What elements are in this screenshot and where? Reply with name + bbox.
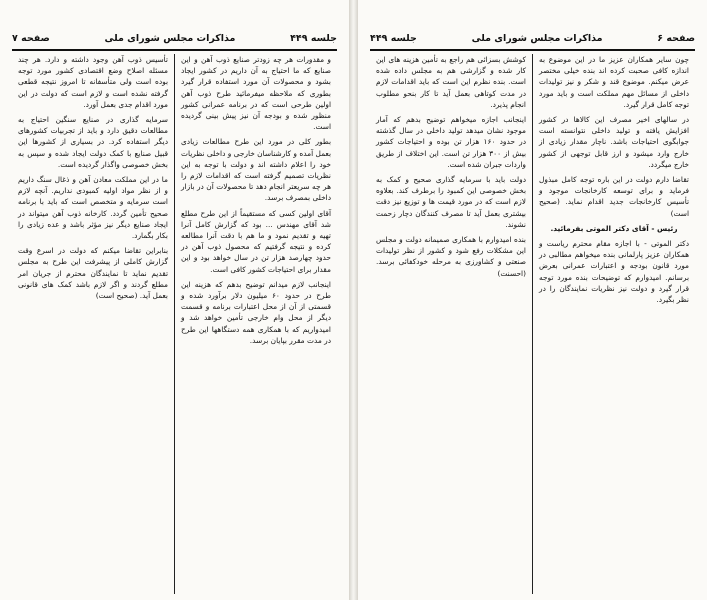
paragraph: در سالهای اخیر مصرف این کالاها در کشور افزایش یافته و تولید داخلی نتوانسته است جوابگوی احتیاجات باشد. ناچار مقدار زیادی از خارج وارد میشود و ارز قابل توجهی از کشور خارج میگردد. — [539, 115, 689, 169]
left-page-header — [12, 30, 337, 51]
right-page-number: صفحه ۶ — [657, 32, 695, 44]
paragraph: بنده امیدوارم با همکاری صمیمانه دولت و مجلس این مشکلات رفع شود و کشور از نظر تولیدات صنعتی و کشاورزی به مرحله خودکفائی برسد. (احسنت) — [376, 235, 526, 278]
left-running-title: مذاکرات مجلس شورای ملی — [104, 32, 236, 44]
paragraph: کوشش بسزائی هم راجع به تأمین هزینه های این کار شده و گزارشی هم به مجلس داده شده است. بنده نظرم این است که باید اقدامات لازم در مدت کوتاهی بعمل آید تا کار بنحو مطلوب انجام پذیرد. — [376, 55, 526, 109]
right-page-columns — [370, 54, 695, 594]
right-running-title: مذاکرات مجلس شورای ملی — [471, 32, 603, 44]
paragraph: چون سایر همکاران عزیز ما در این موضوع به اندازه کافی صحبت کرده اند بنده خیلی مختصر عرض میکنم. موضوع قند و شکر و نیز تولیدات داخلی از مسائل مهم مملکت است و باید مورد توجه کامل قرار گیرد. — [539, 55, 689, 109]
left-page — [0, 0, 349, 600]
paragraph: دولت باید با سرمایه گذاری صحیح و کمک به بخش خصوصی این کمبود را برطرف کند. بعلاوه لازم است که در مورد قیمت ها و توزیع نیز دقت بیشتری بعمل آید تا مصرف کنندگان دچار زحمت نشوند. — [376, 175, 526, 229]
paragraph: بطور کلی در مورد این طرح مطالعات زیادی بعمل آمده و کارشناسان خارجی و داخلی نظریات خود را اعلام داشته اند و دولت با توجه به این نظریات تصمیم گرفته است که اقدامات لازم را هر چه سریعتر انجام دهد تا محصولات آن در بازار داخلی بمصرف برسد. — [181, 137, 331, 203]
right-column-1 — [533, 54, 695, 594]
paragraph: ما در این مملکت معادن آهن و ذغال سنگ داریم و از نظر مواد اولیه کمبودی نداریم. آنچه لازم است سرمایه و متخصص است که باید با برنامه صحیح تأمین گردد. کارخانه ذوب آهن میتواند در ایجاد صنایع دیگر نیز مؤثر باشد و عده زیادی را بکار بگمارد. — [18, 175, 168, 241]
left-column-2 — [12, 54, 174, 594]
left-column-1 — [175, 54, 337, 594]
right-page — [358, 0, 707, 600]
paragraph: دکتر الموتی - با اجازه مقام محترم ریاست و همکاران عزیز پارلمانی بنده میخواهم مطالبی در مورد قانون بودجه و اعتبارات عمرانی بعرض برسانم. امیدوارم که توضیحات بنده مورد توجه قرار گیرد و دولت نیز نظریات نمایندگان را در نظر بگیرد. — [539, 239, 689, 305]
paragraph: تأسیس ذوب آهن وجود داشته و دارد. هر چند مسئله اصلاح وضع اقتصادی کشور مورد توجه بوده است ولی متأسفانه تا امروز نتیجه قطعی گرفته نشده است و لازم است که دولت در این مورد اقدام جدی بعمل آورد. — [18, 55, 168, 109]
right-session-label: جلسه ۴۴۹ — [370, 32, 417, 44]
left-session-label: جلسه ۴۴۹ — [290, 32, 337, 44]
paragraph: و مقدورات هر چه زودتر صنایع ذوب آهن و این صنایع که ما احتیاج به آن داریم در کشور ایجاد بشود و محصولات آن مورد استفاده قرار گیرد بطوری که ملاحظه میفرمائید طرح ذوب آهن اولین طرحی است که در برنامه عمرانی کشور منظور شده و بودجه آن نیز پیش بینی گردیده است. — [181, 55, 331, 132]
paragraph: بنابراین تقاضا میکنم که دولت در اسرع وقت گزارش کاملی از پیشرفت این طرح به مجلس تقدیم نماید تا نمایندگان محترم از جریان امر مطلع گردند و اگر لازم باشد کمک های قانونی بعمل آید. (صحیح است) — [18, 246, 168, 301]
right-page-header — [370, 30, 695, 51]
paragraph: اینجانب اجازه میخواهم توضیح بدهم که آمار موجود نشان میدهد تولید داخلی در سال گذشته در حدود ۱۶۰ هزار تن بوده و احتیاجات کشور بیش از ۳۰۰ هزار تن است. این اختلاف از طریق واردات جبران شده است. — [376, 115, 526, 169]
speaker-heading: رئیس - آقای دکتر الموتی بفرمائید. — [550, 223, 678, 233]
paragraph: سرمایه گذاری در صنایع سنگین احتیاج به مطالعات دقیق دارد و باید از تجربیات کشورهای دیگر استفاده کرد. در بسیاری از کشورها این قبیل صنایع با کمک دولت ایجاد شده و سپس به بخش خصوصی واگذار گردیده است. — [18, 115, 168, 169]
paragraph: آقای اولین کسی که مستقیماً از این طرح مطلع شد آقای مهندس ... بود که گزارش کامل آنرا تهیه و تقدیم نمود و ما هم با دقت آنرا مطالعه کرده و نتیجه گرفتیم که محصول ذوب آهن در حدود چهارصد هزار تن در سال خواهد بود و این مقدار برای احتیاجات کشور کافی است. — [181, 208, 331, 274]
paragraph: تقاضا دارم دولت در این باره توجه کامل مبذول فرماید و برای توسعه کارخانجات موجود و تأسیس کارخانجات جدید اقدام نماید. (صحیح است) — [539, 175, 689, 218]
right-column-2 — [370, 54, 532, 594]
paragraph: اینجانب لازم میدانم توضیح بدهم که هزینه این طرح در حدود ۶۰ میلیون دلار برآورد شده و قسمتی از آن از محل اعتبارات برنامه و قسمت دیگر از محل وام خارجی تأمین خواهد شد و امیدواریم که با همکاری همه دستگاهها این طرح در مدت مقرر بپایان برسد. — [181, 279, 331, 345]
left-page-columns — [12, 54, 337, 594]
left-page-number: صفحه ۷ — [12, 32, 50, 44]
book-gutter — [349, 0, 358, 600]
